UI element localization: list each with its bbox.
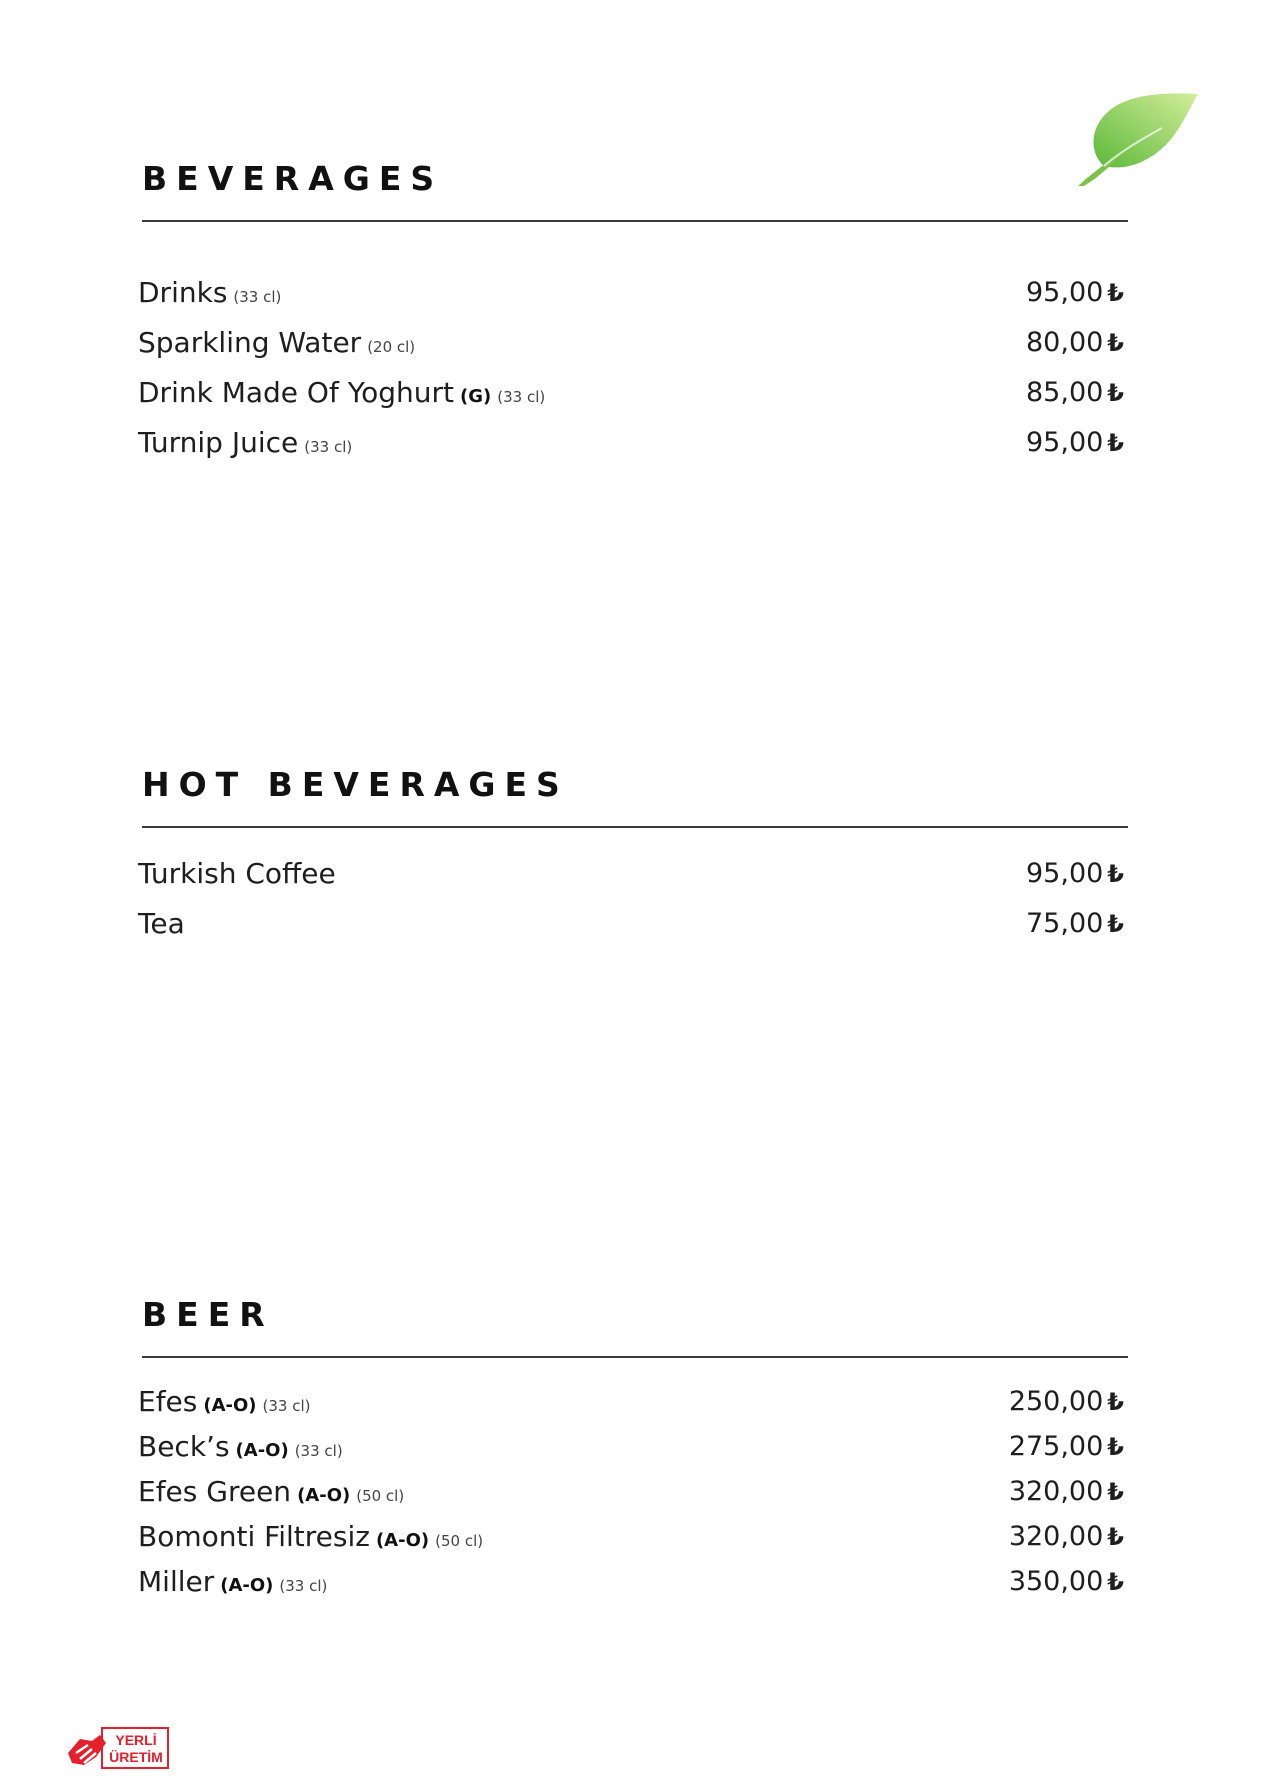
menu-item (138, 318, 1128, 368)
item-price: 275,00 ₺ (1008, 1431, 1124, 1462)
yerli-uretim-badge-icon (66, 1727, 170, 1769)
section-title: HOT BEVERAGES (142, 765, 569, 804)
item-tag: (A-O) (297, 1485, 351, 1506)
item-price: 95,00 ₺ (1026, 427, 1124, 458)
item-tag: (A-O) (375, 1530, 430, 1551)
menu-list (138, 849, 1128, 949)
item-name: Tea (138, 907, 185, 940)
menu-item (138, 849, 1128, 899)
item-price: 85,00 ₺ (1026, 377, 1124, 408)
item-price: 350,00 ₺ (1008, 1566, 1124, 1597)
item-price: 320,00 ₺ (1008, 1476, 1124, 1507)
item-name: Turnip Juice (138, 426, 299, 459)
menu-item (138, 268, 1128, 318)
item-volume: (50 cl) (356, 1487, 405, 1505)
item-name: Beck’s (138, 1430, 230, 1463)
section-beer (138, 1293, 1128, 1604)
item-name: Bomonti Filtresiz (138, 1520, 370, 1553)
menu-item (138, 1469, 1128, 1514)
section-divider (142, 220, 1128, 222)
section-divider (142, 1356, 1128, 1358)
item-price: 320,00 ₺ (1008, 1521, 1124, 1552)
menu-item (138, 899, 1128, 949)
item-volume: (20 cl) (367, 338, 416, 356)
section-beverages (138, 157, 1128, 468)
section-hot-beverages (138, 763, 1128, 949)
item-tag: (A-O) (235, 1440, 289, 1461)
item-name: Efes Green (138, 1475, 292, 1508)
menu-list (138, 268, 1128, 468)
item-price: 80,00 ₺ (1026, 327, 1124, 358)
item-volume: (33 cl) (294, 1442, 343, 1460)
menu-item (138, 1379, 1128, 1424)
item-tag: (G) (460, 386, 492, 407)
menu-item (138, 418, 1128, 468)
item-name: Sparkling Water (138, 326, 362, 359)
item-name: Turkish Coffee (138, 857, 336, 890)
badge-line2: ÜRETİM (109, 1749, 163, 1765)
item-tag: (A-O) (220, 1575, 274, 1596)
section-title: BEVERAGES (142, 159, 444, 198)
item-volume: (33 cl) (262, 1397, 311, 1415)
menu-list (138, 1379, 1128, 1604)
section-title: BEER (142, 1295, 274, 1334)
item-name: Drinks (138, 276, 228, 309)
item-volume: (33 cl) (304, 438, 353, 456)
item-name: Miller (138, 1565, 215, 1598)
item-volume: (33 cl) (233, 288, 282, 306)
menu-item (138, 1424, 1128, 1469)
menu-item (138, 368, 1128, 418)
item-price: 95,00 ₺ (1026, 858, 1124, 889)
item-price: 95,00 ₺ (1026, 277, 1124, 308)
item-price: 75,00 ₺ (1026, 908, 1124, 939)
menu-item (138, 1559, 1128, 1604)
item-name: Drink Made Of Yoghurt (138, 376, 454, 409)
badge-line1: YERLİ (115, 1732, 157, 1748)
item-tag: (A-O) (203, 1395, 257, 1416)
item-volume: (33 cl) (497, 388, 546, 406)
item-volume: (50 cl) (435, 1532, 484, 1550)
menu-item (138, 1514, 1128, 1559)
item-volume: (33 cl) (279, 1577, 328, 1595)
item-price: 250,00 ₺ (1008, 1386, 1124, 1417)
section-divider (142, 826, 1128, 828)
item-name: Efes (138, 1385, 198, 1418)
